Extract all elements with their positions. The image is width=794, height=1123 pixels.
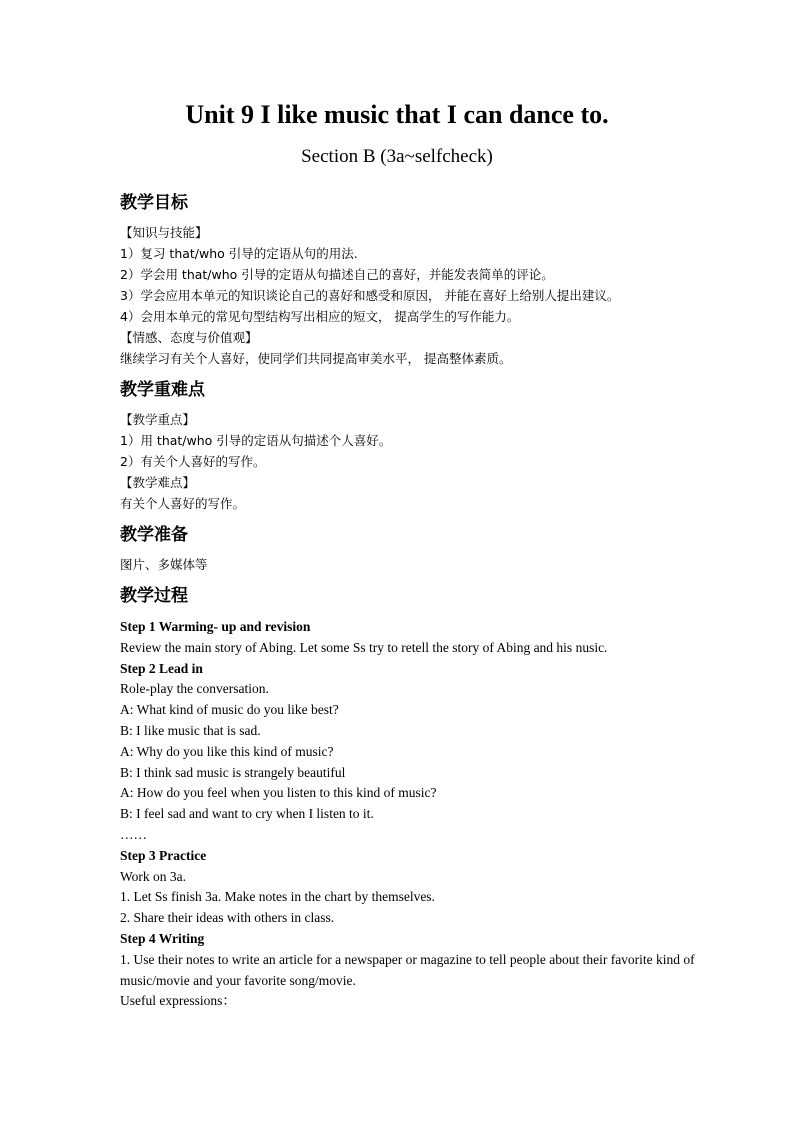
emotion-label: 【情感、态度与价值观】 xyxy=(120,330,258,345)
step3-line: Work on 3a. xyxy=(120,868,187,884)
step1-title: Step 1 Warming- up and revision xyxy=(120,619,311,634)
dialogue-line: B: I feel sad and want to cry when I listen to it. xyxy=(120,806,374,822)
objectives-heading: 教学目标 xyxy=(120,193,188,213)
objective-item: 3）学会应用本单元的知识谈论自己的喜好和感受和原因， 并能在喜好上给别人提出建议。 xyxy=(120,288,620,303)
step3-line: 2. Share their ideas with others in class. xyxy=(120,910,335,926)
step4-text: 1. Use their notes to write an article for a newspaper or magazine to tell people about their favorite kind of music/movie and your favorite song/movie. xyxy=(120,951,695,988)
dialogue-line: B: I like music that is sad. xyxy=(120,722,261,738)
objective-item: 1）复习 that/who 引导的定语从句的用法. xyxy=(120,246,358,261)
step1-text: Review the main story of Abing. Let some Ss try to retell the story of Abing and his nusic. xyxy=(120,639,608,655)
knowledge-label: 【知识与技能】 xyxy=(120,225,208,240)
dialogue-line: A: How do you feel when you listen to this kind of music? xyxy=(120,785,437,801)
emotion-text: 继续学习有关个人喜好，使同学们共同提高审美水平， 提高整体素质。 xyxy=(120,351,512,366)
step4-useful: Useful expressions： xyxy=(120,993,236,1009)
document-title: Unit 9 I like music that I can dance to. xyxy=(185,100,609,129)
step2-intro: Role-play the conversation. xyxy=(120,681,269,697)
document-subtitle: Section B (3a~selfcheck) xyxy=(301,146,493,167)
step3-title: Step 3 Practice xyxy=(120,847,207,863)
dialogue-line: B: I think sad music is strangely beautiful xyxy=(120,764,346,780)
process-heading: 教学过程 xyxy=(120,586,188,606)
document-body xyxy=(120,186,700,1012)
objective-item: 2）学会用 that/who 引导的定语从句描述自己的喜好，并能发表简单的评论。 xyxy=(120,267,554,282)
dialogue-line: A: Why do you like this kind of music? xyxy=(120,743,334,759)
step2-title: Step 2 Lead in xyxy=(120,660,203,676)
preparation-text: 图片、多媒体等 xyxy=(120,557,208,572)
focus-label: 【教学重点】 xyxy=(120,412,196,427)
key-points-heading: 教学重难点 xyxy=(120,380,205,400)
preparation-heading: 教学准备 xyxy=(120,525,188,545)
difficulty-label: 【教学难点】 xyxy=(120,475,196,490)
difficulty-text: 有关个人喜好的写作。 xyxy=(120,496,246,511)
step3-line: 1. Let Ss finish 3a. Make notes in the chart by themselves. xyxy=(120,889,435,905)
step4-title: Step 4 Writing xyxy=(120,930,205,946)
dialogue-ellipsis: …… xyxy=(120,826,147,842)
objective-item: 4）会用本单元的常见句型结构写出相应的短文， 提高学生的写作能力。 xyxy=(120,309,520,324)
focus-item: 1）用 that/who 引导的定语从句描述个人喜好。 xyxy=(120,433,392,448)
focus-item: 2）有关个人喜好的写作。 xyxy=(120,454,266,469)
dialogue-line: A: What kind of music do you like best? xyxy=(120,702,339,718)
